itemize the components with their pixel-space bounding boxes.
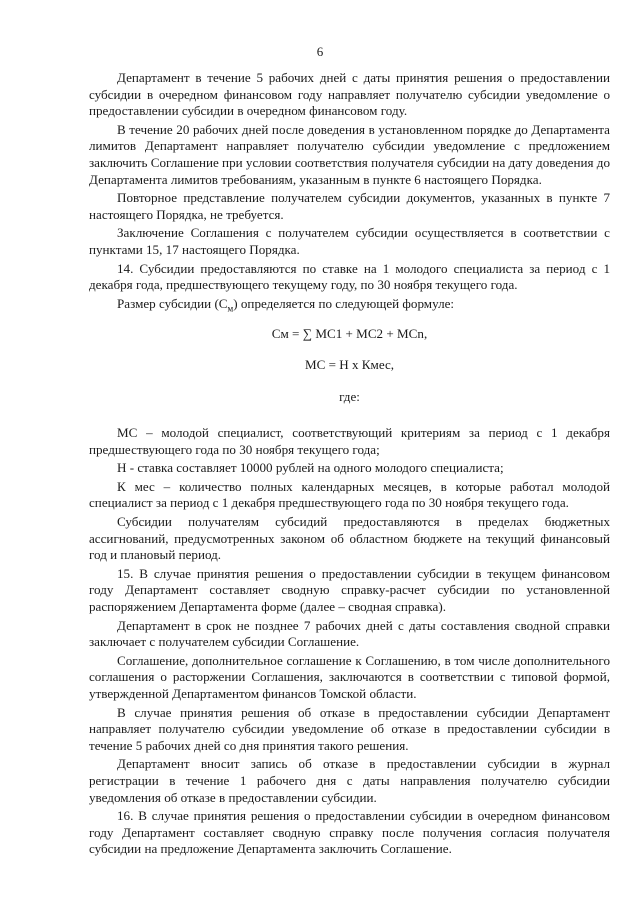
paragraph: Департамент в течение 5 рабочих дней с даты принятия решения о предоставлении субсидии в очередном финансовом году направляет получателю субсидии уведомление о предоставлении субсидии в очередном финансовом году. xyxy=(89,70,610,119)
formula-sum: См = ∑ МС1 + МС2 + МСn, xyxy=(271,326,428,342)
intro-subscript: м xyxy=(227,303,234,314)
paragraph: Соглашение, дополнительное соглашение к Соглашению, в том числе дополнительного соглашения о расторжении Соглашения, заключаются в соответствии с типовой формой, утвержденной Департаментом финансов Томской области. xyxy=(89,652,610,701)
paragraph: В течение 20 рабочих дней после доведения в установленном порядке до Департамента лимитов Департамент направляет получателю субсидии уведомление с предложением заключить Соглашение при условии соответствия получателя субсидии на дату доведения до Департамента лимитов требованиям, указанным в пункте 6 настоящего Порядка. xyxy=(89,121,610,187)
intro-after: ) определяется по следующей формуле: xyxy=(233,295,455,311)
paragraph: МС – молодой специалист, соответствующий критериям за период с 1 декабря предшествующего года по 30 ноября текущего года; xyxy=(89,425,610,457)
paragraph: К мес – количество полных календарных месяцев, в которые работал молодой специалист за период с 1 декабря предшествующего года по 30 ноября текущего года. xyxy=(89,478,610,511)
intro-before: Размер субсидии (С xyxy=(117,295,228,311)
paragraph: 14. Субсидии предоставляются по ставке на 1 молодого специалиста за период с 1 декабря года, предшествующего текущему году, по 30 ноября текущего года. xyxy=(89,260,610,293)
paragraph: 15. В случае принятия решения о предоставлении субсидии в текущем финансовом году Департамент составляет сводную справку-расчет субсидии по установленной распоряжением Департамента форме (далее – сводная справка). xyxy=(89,565,610,615)
paragraph: Н - ставка составляет 10000 рублей на одного молодого специалиста; xyxy=(117,460,504,476)
paragraph: Департамент вносит запись об отказе в предоставлении субсидии в журнал регистрации в течение 1 рабочего дня с даты направления получателю субсидии уведомления об отказе в предоставлении субсидии. xyxy=(89,756,610,805)
paragraph: Заключение Соглашения с получателем субсидии осуществляется в соответствии с пунктами 15, 17 настоящего Порядка. xyxy=(89,225,610,257)
subsidy-size-intro xyxy=(89,296,610,313)
formula-ms: МС = Н х Кмес, xyxy=(304,356,395,372)
page-number: 6 xyxy=(316,44,324,59)
paragraph: Департамент в срок не позднее 7 рабочих дней с даты составления сводной справки заключает с получателем субсидии Соглашение. xyxy=(89,617,610,650)
paragraph: Повторное представление получателем субсидии документов, указанных в пункте 7 настоящего Порядка, не требуется. xyxy=(89,190,610,222)
paragraph: В случае принятия решения об отказе в предоставлении субсидии Департамент направляет получателю субсидии уведомление об отказе в предоставлении субсидии в течение 5 рабочих дней со дня принятия такого решения. xyxy=(89,704,610,753)
paragraph: 16. В случае принятия решения о предоставлении субсидии в очередном финансовом году Департамент составляет сводную справку после получения согласия получателя субсидии на предложение Департамента заключить Соглашение. xyxy=(89,808,610,857)
formula-where: где: xyxy=(339,388,360,404)
paragraph: Субсидии получателям субсидий предоставляются в пределах бюджетных ассигнований, предусмотренных законом об областном бюджете на текущий финансовый год и плановый период. xyxy=(89,514,610,563)
document-body xyxy=(89,70,610,860)
